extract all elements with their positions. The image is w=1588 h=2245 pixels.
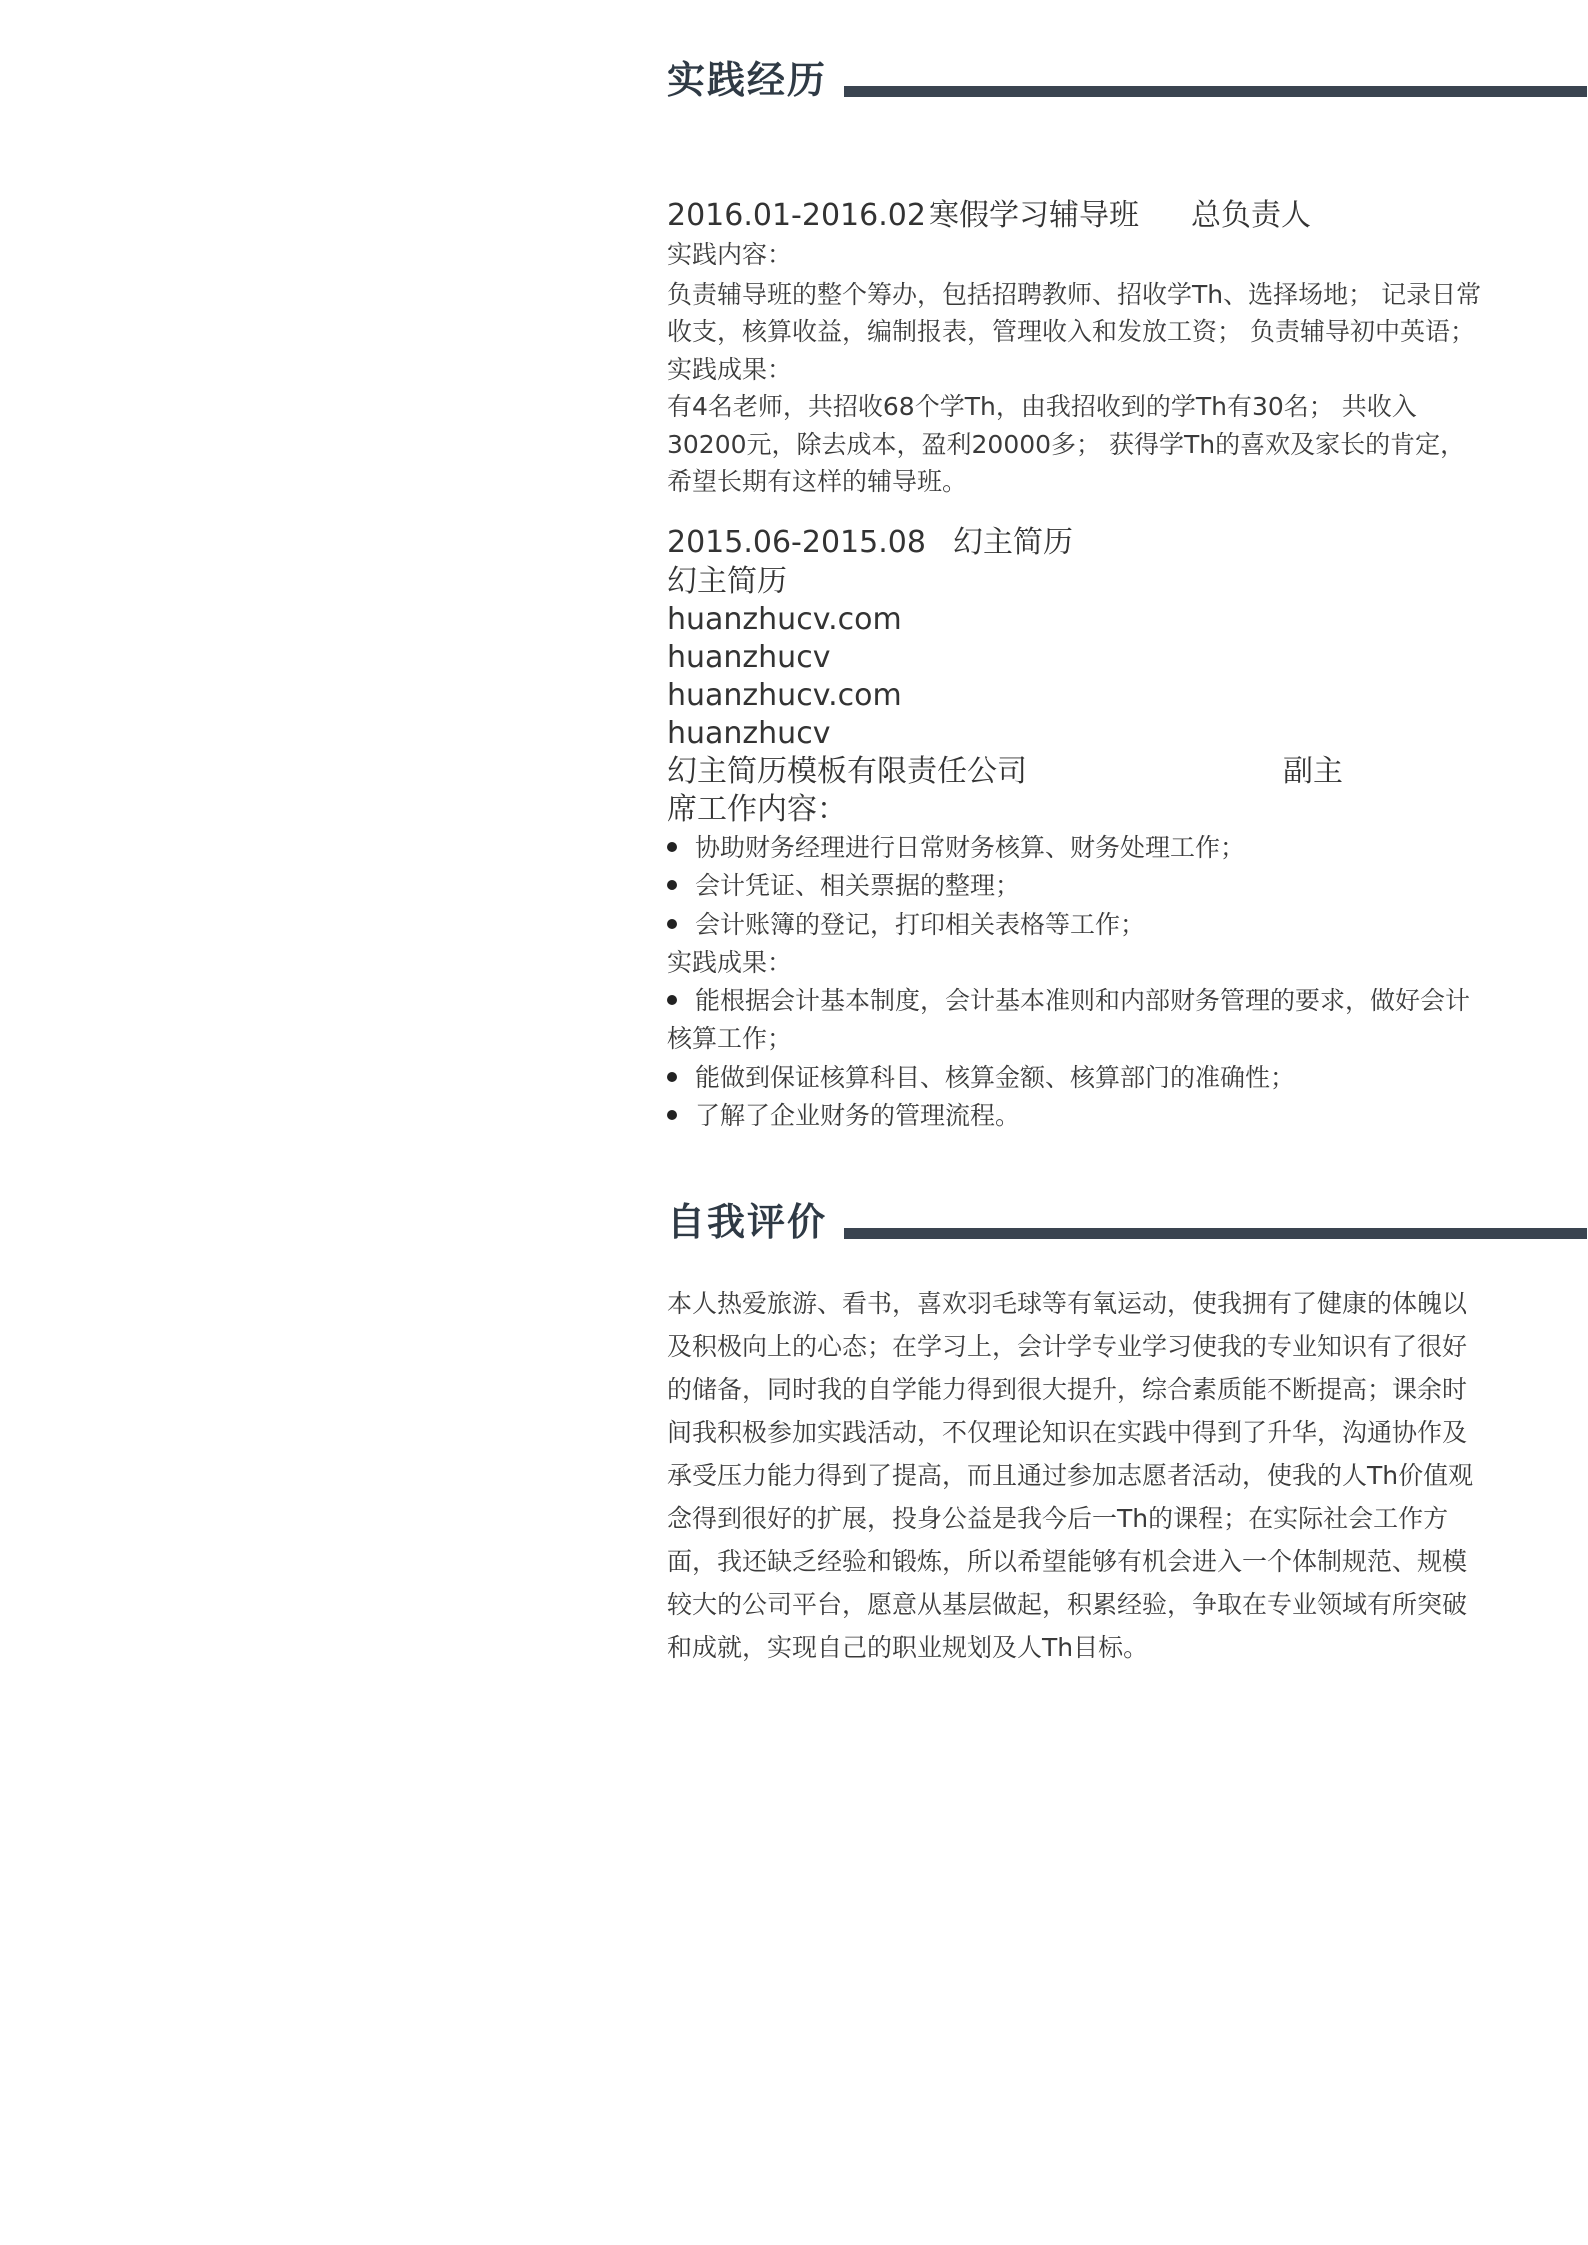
result-item [667, 1059, 1487, 1098]
self-eval-section-title: 自我评价 [667, 1199, 828, 1244]
entry-1-content-label: 实践内容： [667, 240, 793, 269]
duty-item [667, 829, 1487, 868]
bullet-dot [667, 880, 677, 890]
practice-entry-1 [667, 196, 1587, 501]
resume-content [667, 50, 1587, 1669]
result-item [667, 1097, 1487, 1136]
entry-2-company: 幻主简历模板有限责任公司 [667, 753, 1027, 789]
entry-2-duty-label: 席工作内容： [667, 791, 847, 827]
entry-2-result-label: 实践成果： [667, 948, 793, 977]
result-item [667, 982, 1487, 1059]
entry-1-role: 总负责人 [1191, 198, 1311, 233]
entry-2-role: 副主 [1283, 753, 1343, 789]
duty-text: 会计账簿的登记，打印相关表格等工作； [695, 909, 1146, 939]
practice-section-header [667, 50, 1587, 110]
entry-2-line: huanzhucv.com [667, 677, 902, 713]
entry-1-date: 2016.01-2016.02 [667, 198, 926, 233]
entry-2-company-line [667, 753, 1587, 791]
bullet-dot [667, 995, 677, 1005]
entry-2-line: huanzhucv [667, 639, 831, 675]
practice-section-title: 实践经历 [667, 58, 828, 102]
section-divider-bar [844, 1228, 1587, 1239]
bullet-dot [667, 1072, 677, 1082]
entry-2-date: 2015.06-2015.08 [667, 524, 926, 560]
duty-text: 协助财务经理进行日常财务核算、财务处理工作； [695, 832, 1246, 862]
entry-1-content-text: 负责辅导班的整个筹办，包括招聘教师、招收学Th、选择场地； 记录日常收支，核算收益，编制报表，管理收入和发放工资； 负责辅导初中英语； [667, 279, 1482, 346]
section-divider-bar [844, 86, 1587, 97]
self-eval-section-header [667, 1192, 1587, 1252]
bullet-dot [667, 919, 677, 929]
entry-2-line: huanzhucv [667, 715, 831, 751]
entry-2-header [667, 523, 1587, 563]
entry-1-result-text: 有4名老师，共招收68个学Th，由我招收到的学Th有30名； 共收入30200元，除去成本，盈利20000多； 获得学Th的喜欢及家长的肯定，希望长期有这样的辅导班。 [667, 392, 1466, 496]
entry-2-line: huanzhucv.com [667, 601, 902, 637]
self-eval-text: 本人热爱旅游、看书，喜欢羽毛球等有氧运动，使我拥有了健康的体魄以及积极向上的心态；在学习上，会计学专业学习使我的专业知识有了很好的储备，同时我的自学能力得到很大提升，综合素质能不断提高；课余时间我积极参加实践活动，不仅理论知识在实践中得到了升华，沟通协作及承受压力能力得到了提高，而且通过参加志愿者活动，使我的人Th价值观念得到很好的扩展，投身公益是我今后一Th的课程；在实际社会工作方面，我还缺乏经验和锻炼，所以希望能够有机会进入一个体制规范、规模较大的公司平台，愿意从基层做起，积累经验，争取在专业领域有所突破和成就，实现自己的职业规划及人Th目标。 [667, 1288, 1474, 1662]
duty-item [667, 867, 1487, 906]
entry-1-org: 寒假学习辅导班 [929, 198, 1139, 233]
duty-text: 会计凭证、相关票据的整理； [695, 871, 1021, 900]
entry-2-line: 幻主简历 [667, 563, 787, 599]
practice-entry-2 [667, 523, 1587, 1136]
entry-1-header [667, 196, 1587, 236]
entry-2-org: 幻主简历 [953, 524, 1073, 560]
bullet-dot [667, 842, 677, 852]
bullet-dot [667, 1110, 677, 1120]
entry-1-result-label: 实践成果： [667, 354, 793, 384]
result-text: 能做到保证核算科目、核算金额、核算部门的准确性； [695, 1062, 1296, 1092]
duty-item [667, 906, 1487, 945]
result-text: 能根据会计基本制度，会计基本准则和内部财务管理的要求，做好会计核算工作； [667, 985, 1471, 1053]
result-text: 了解了企业财务的管理流程。 [695, 1101, 1021, 1130]
